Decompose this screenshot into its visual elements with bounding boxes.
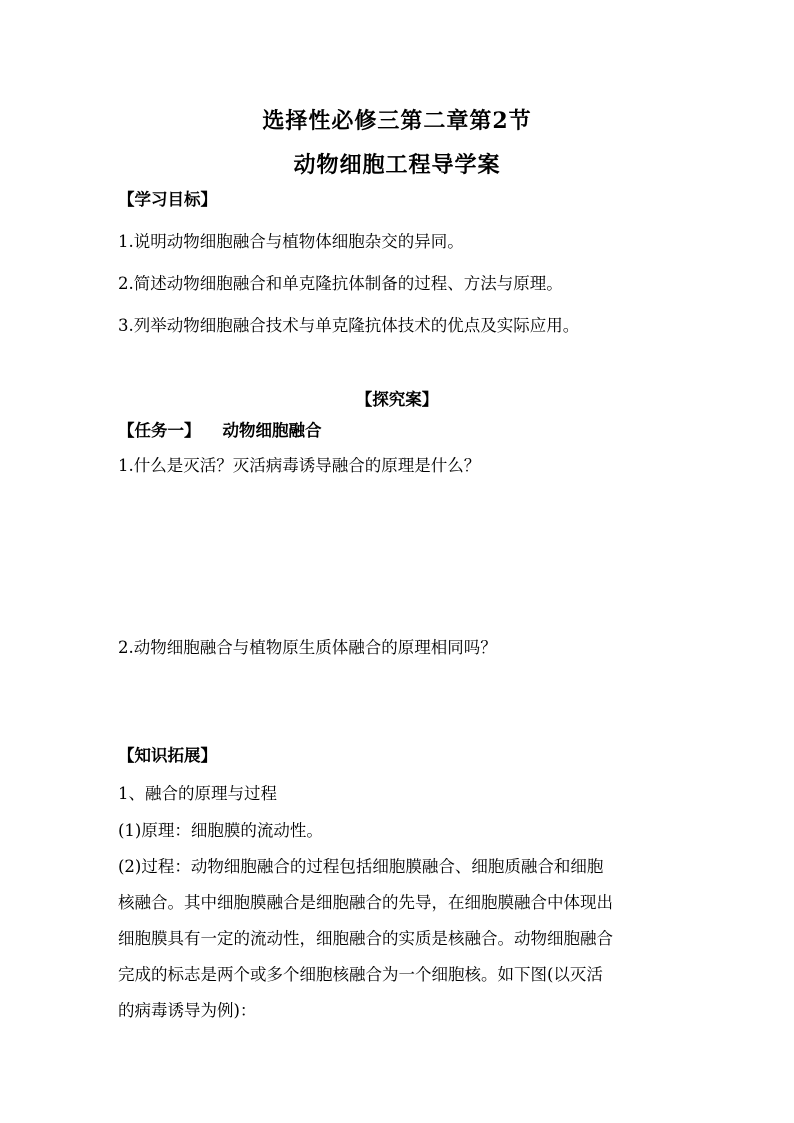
question-2: 2.动物细胞融合与植物原生质体融合的原理相同吗？ (118, 638, 497, 657)
objective-item-2: 2.简述动物细胞融合和单克隆抗体制备的过程、方法与原理。 (118, 274, 563, 293)
extension-process-line-1: (2)过程：动物细胞融合的过程包括细胞膜融合、细胞质融合和细胞 (118, 857, 604, 876)
objective-item-3: 3.列举动物细胞融合技术与单克隆抗体技术的优点及实际应用。 (118, 316, 580, 335)
task-title: 动物细胞融合 (222, 421, 322, 440)
extension-process-line-5: 的病毒诱导为例)： (118, 1001, 257, 1020)
extension-heading: 【知识拓展】 (118, 746, 217, 765)
task-heading (118, 423, 322, 440)
page-subtitle: 动物细胞工程导学案 (293, 152, 501, 178)
objective-item-1: 1.说明动物细胞融合与植物体细胞杂交的异同。 (118, 232, 464, 251)
extension-process-line-2: 核融合。其中细胞膜融合是细胞融合的先导，在细胞膜融合中体现出 (118, 893, 613, 912)
page-title: 选择性必修三第二章第2节 (262, 108, 532, 134)
extension-process-line-3: 细胞膜具有一定的流动性，细胞融合的实质是核融合。动物细胞融合 (118, 929, 613, 948)
task-label: 【任务一】 (118, 421, 201, 440)
question-1: 1.什么是灭活？灭活病毒诱导融合的原理是什么？ (118, 456, 481, 475)
extension-principle: (1)原理：细胞膜的流动性。 (118, 821, 323, 840)
extension-process-line-4: 完成的标志是两个或多个细胞核融合为一个细胞核。如下图(以灭活 (118, 965, 603, 984)
explore-heading: 【探究案】 (355, 390, 439, 409)
objectives-heading: 【学习目标】 (118, 190, 217, 209)
extension-subheading: 1、融合的原理与过程 (118, 784, 277, 803)
